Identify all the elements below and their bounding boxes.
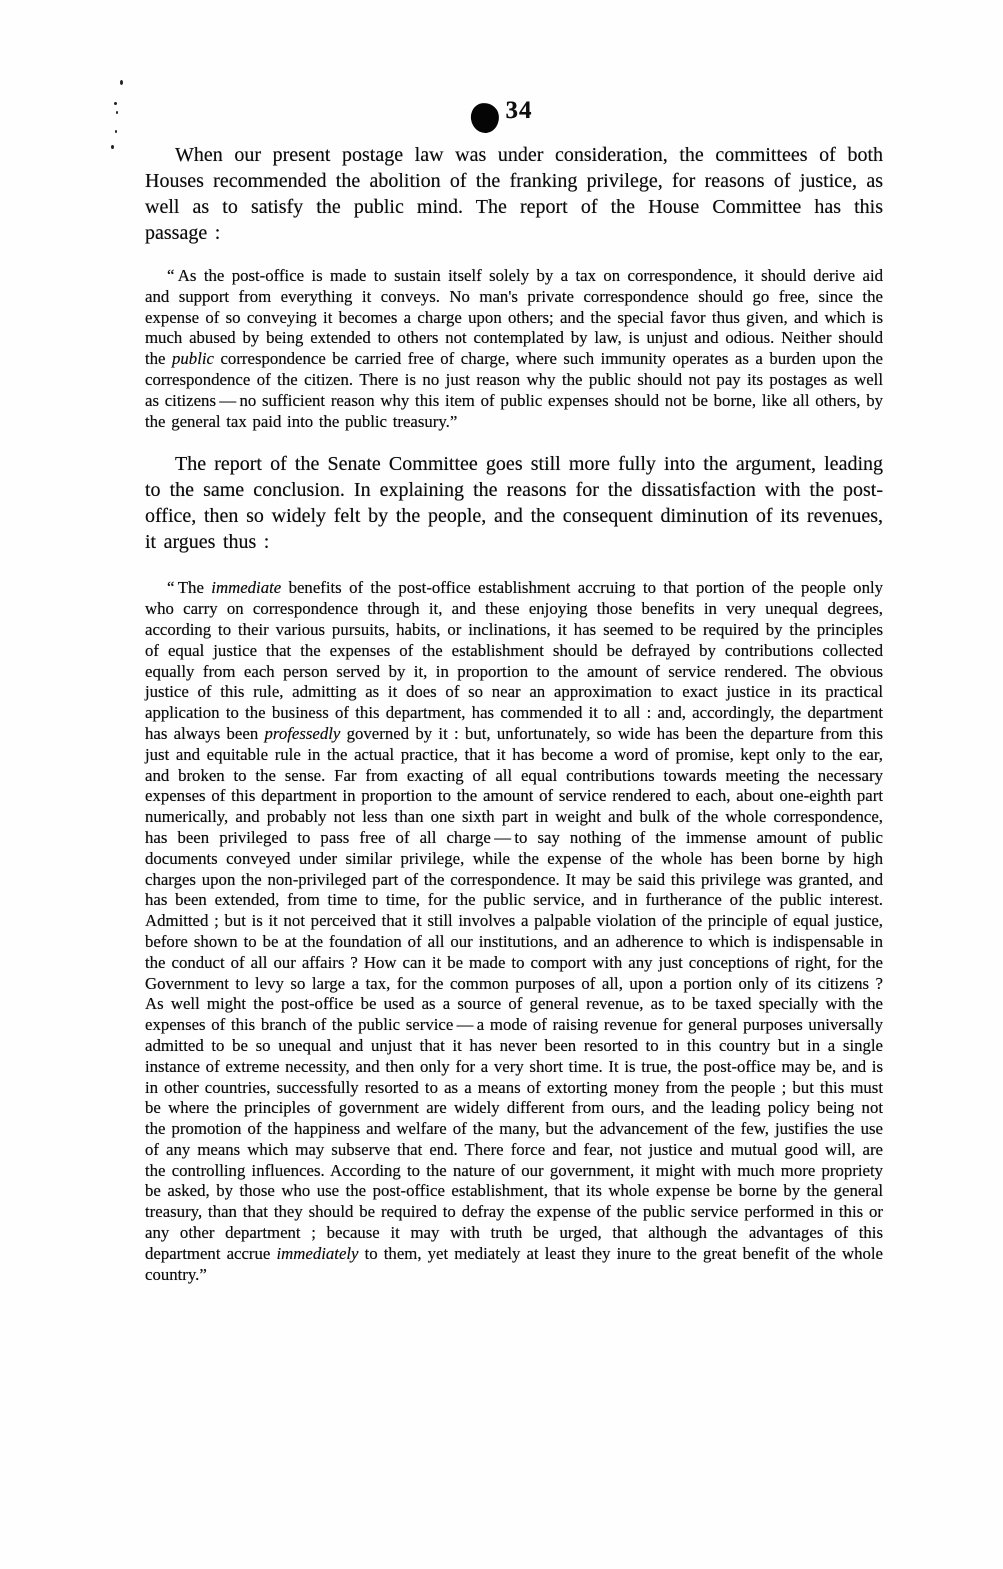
paragraph-senate-committee-intro: The report of the Senate Committee goes still more fully into the argument, leading to the same conclusion. In explaining the reasons for the dissatisfaction with the post-office, then so widely felt by the people, and the consequent diminution of its revenues, it argues thus :	[145, 453, 883, 554]
blockquote-senate-committee-report: “ The immediate benefits of the post-office establishment accruing to that portion of the people only who carry on correspondence through it, and these enjoying those benefits in very unequal degrees, according to their various pursuits, habits, or inclinations, it has seemed to be required by the principles of equal justice that the expenses of the establishment should be defrayed by contributions collected equally from each person served by it, in proportion to the amount of service rendered. The obvious justice of this rule, admitting as it does of so near an approximation to exact justice in its practical application to the business of this department, has commended it to all : and, accordingly, the department has always been professedly governed by it : but, unfortunately, so wide has been the departure from this just and equitable rule in the actual practice, that it has become a word of promise, kept only to the ear, and broken to the sense. Far from exacting of all equal contributions towards meeting the necessary expenses of this department in proportion to the amount of service rendered to each, about one-eighth part numerically, and probably not less than one sixth part in weight and bulk of the whole correspondence, has been privileged to pass free of all charge — to say nothing of the immense amount of public documents conveyed under similar privilege, while the expense of the whole has been borne by high charges upon the non-privileged part of the correspondence. It may be said this privilege was granted, and has been extended, from time to time, for the public service, and in furtherance of the public interest. Admitted ; but is it not perceived that it still involves a palpable violation of the principle of equal justice, before shown to be at the foundation of all our institutions, and an adherence to which is indispensable in the conduct of all our affairs ? How can it be made to comport with any just conceptions of right, for the Government to levy so large a tax, for the common purposes of all, upon a portion only of its citizens ? As well might the post-office be used as a source of general revenue, as to be taxed specially with the expenses of this branch of the public service — a mode of raising revenue for general purposes universally admitted to be so unequal and unjust that it has never been resorted to in this country but in a single instance of extreme necessity, and then only for a very short time. It is true, the post-office may be, and is in other countries, successfully resorted to as a means of extorting money from the people ; but this must be where the principles of government are widely different from ours, and the leading policy being not the promotion of the happiness and welfare of the many, but the advancement of the few, justifies the use of any means which may subserve that end. There force and fear, not justice and mutual good will, are the controlling influences. According to the nature of our government, it might with much more propriety be asked, by those who use the post-office establishment, that its whole expense be borne by the general treasury, than that they should be required to defray the expense of the public service performed in this or any other department ; because it may with truth be urged, that although the advantages of this department accrue immediately to them, yet mediately at least they inure to the great benefit of the whole country.”	[145, 578, 884, 1284]
text-column	[145, 142, 883, 1285]
ink-blot	[469, 101, 501, 135]
page-header	[0, 96, 1003, 136]
page-number: 34	[505, 97, 533, 124]
scan-speckle	[120, 80, 123, 85]
scan-speckle	[111, 145, 114, 149]
paragraph-house-committee-intro: When our present postage law was under consideration, the committees of both Houses recommended the abolition of the franking privilege, for reasons of justice, as well as to satisfy the public mind. The report of the House Committee has this passage :	[145, 144, 883, 244]
blockquote-house-committee-report: “ As the post-office is made to sustain itself solely by a tax on correspondence, it should derive aid and support from everything it conveys. No man's private correspondence should go free, since the expense of so conveying it becomes a charge upon others; and the special favor thus given, and which is much abused by being extended to others not contemplated by law, is unjust and odious. Neither should the public correspondence be carried free of charge, where such immunity operates as a burden upon the correspondence of the citizen. There is no just reason why the public should not pay its postages as well as citizens — no sufficient reason why this item of public expenses should not be borne, like all others, by the general tax paid into the public treasury.”	[145, 266, 883, 431]
